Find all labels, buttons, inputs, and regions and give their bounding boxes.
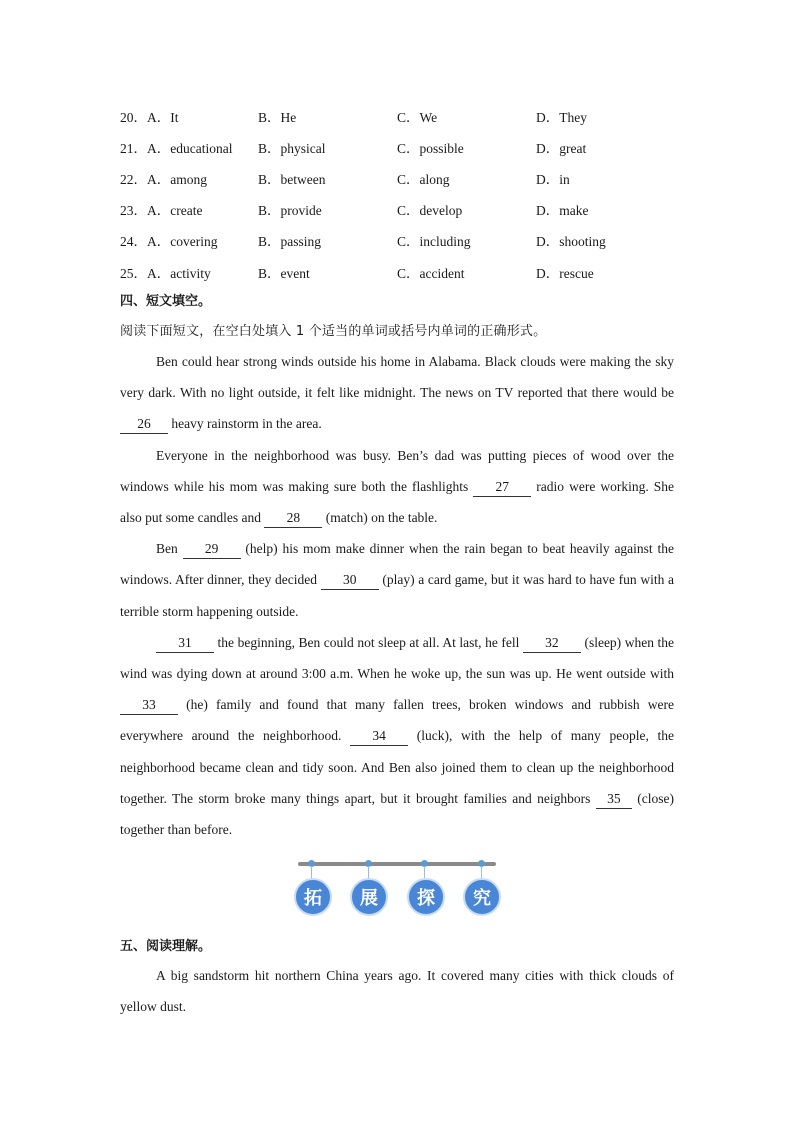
reading-paragraph-1: A big sandstorm hit northern China years ago. It covered many cities with thick clouds of yellow dust.	[120, 968, 674, 1015]
blank-29[interactable]: 29	[183, 540, 241, 559]
blank-27[interactable]: 27	[473, 478, 531, 497]
option-b: B．physical	[258, 140, 326, 156]
option-c: C．along	[397, 171, 450, 187]
option-d: D．shooting	[536, 234, 606, 250]
option-row-20	[120, 100, 680, 131]
reading-passage	[120, 960, 674, 1022]
question-number: 20．	[120, 109, 147, 125]
question-number: 24．	[120, 234, 147, 250]
banner-char-tuo: 拓	[294, 878, 332, 916]
option-row-24	[120, 225, 680, 256]
blank-34[interactable]: 34	[350, 727, 408, 746]
multiple-choice-options	[120, 100, 680, 287]
option-b: B．between	[258, 171, 326, 187]
option-a: A．educational	[147, 140, 233, 156]
option-row-25	[120, 256, 680, 287]
option-c: C．possible	[397, 140, 464, 156]
banner-char-zhan: 展	[350, 878, 388, 916]
banner-char-jiu: 究	[463, 878, 501, 916]
option-row-21	[120, 131, 680, 162]
option-c: C．including	[397, 234, 471, 250]
section-four-heading: 四、短文填空。	[120, 294, 212, 309]
option-d: D．They	[536, 109, 587, 125]
blank-35[interactable]: 35	[596, 790, 632, 809]
question-number: 23．	[120, 203, 147, 219]
passage-paragraph-3: Ben 29 (help) his mom make dinner when the rain began to beat heavily against the windows. After dinner, they decided 30 (play) a card game, but it was hard to have fun with a terrible storm happening outside.	[120, 541, 674, 619]
blank-30[interactable]: 30	[321, 571, 379, 590]
option-b: B．He	[258, 109, 297, 125]
option-d: D．in	[536, 171, 570, 187]
question-number: 22．	[120, 171, 147, 187]
passage-paragraph-2: Everyone in the neighborhood was busy. Ben’s dad was putting pieces of wood over the windows while his mom was making sure both the flashlights 27 radio were working. She also put some candles and 28 (match) on the table.	[120, 440, 674, 534]
option-a: A．among	[147, 171, 207, 187]
option-b: B．passing	[258, 234, 322, 250]
question-number: 25．	[120, 265, 147, 281]
option-d: D．rescue	[536, 265, 594, 281]
blank-32[interactable]: 32	[523, 634, 581, 653]
cloze-passage	[120, 346, 674, 845]
banner-rail	[298, 862, 496, 866]
option-d: D．great	[536, 140, 587, 156]
option-row-23	[120, 194, 680, 225]
option-b: B．event	[258, 265, 310, 281]
blank-31[interactable]: 31	[156, 634, 214, 653]
passage-paragraph-4: 31 the beginning, Ben could not sleep at all. At last, he fell 32 (sleep) when the wind was dying down at around 3:00 a.m. When he woke up, the sun was up. He went outside with 33 (he) family and found that many fallen trees, broken windows and rubbish were everywhere around the neighborhood. 34 (luck), with the help of many people, the neighborhood became clean and tidy soon. And Ben also joined them to clean up the neighborhood together. The storm broke many things apart, but it brought families and neighbors 35 (close) together than before.	[120, 634, 675, 838]
section-four-instruction: 阅读下面短文，在空白处填入 1 个适当的单词或括号内单词的正确形式。	[120, 324, 547, 339]
blank-33[interactable]: 33	[120, 696, 178, 715]
extension-banner	[294, 858, 500, 918]
blank-28[interactable]: 28	[264, 509, 322, 528]
section-five-heading: 五、阅读理解。	[120, 939, 212, 954]
option-row-22	[120, 162, 680, 193]
option-a: A．It	[147, 109, 179, 125]
option-a: A．create	[147, 203, 203, 219]
passage-paragraph-1: Ben could hear strong winds outside his home in Alabama. Black clouds were making the sky very dark. With no light outside, it felt like midnight. The news on TV reported that there would be 26 heavy rainstorm in the area.	[120, 346, 674, 440]
option-c: C．develop	[397, 203, 463, 219]
question-number: 21．	[120, 140, 147, 156]
blank-26[interactable]: 26	[120, 415, 168, 434]
option-b: B．provide	[258, 203, 322, 219]
option-a: A．activity	[147, 265, 211, 281]
banner-char-tan: 探	[407, 878, 445, 916]
option-c: C．accident	[397, 265, 465, 281]
option-c: C．We	[397, 109, 438, 125]
option-d: D．make	[536, 203, 589, 219]
option-a: A．covering	[147, 234, 218, 250]
